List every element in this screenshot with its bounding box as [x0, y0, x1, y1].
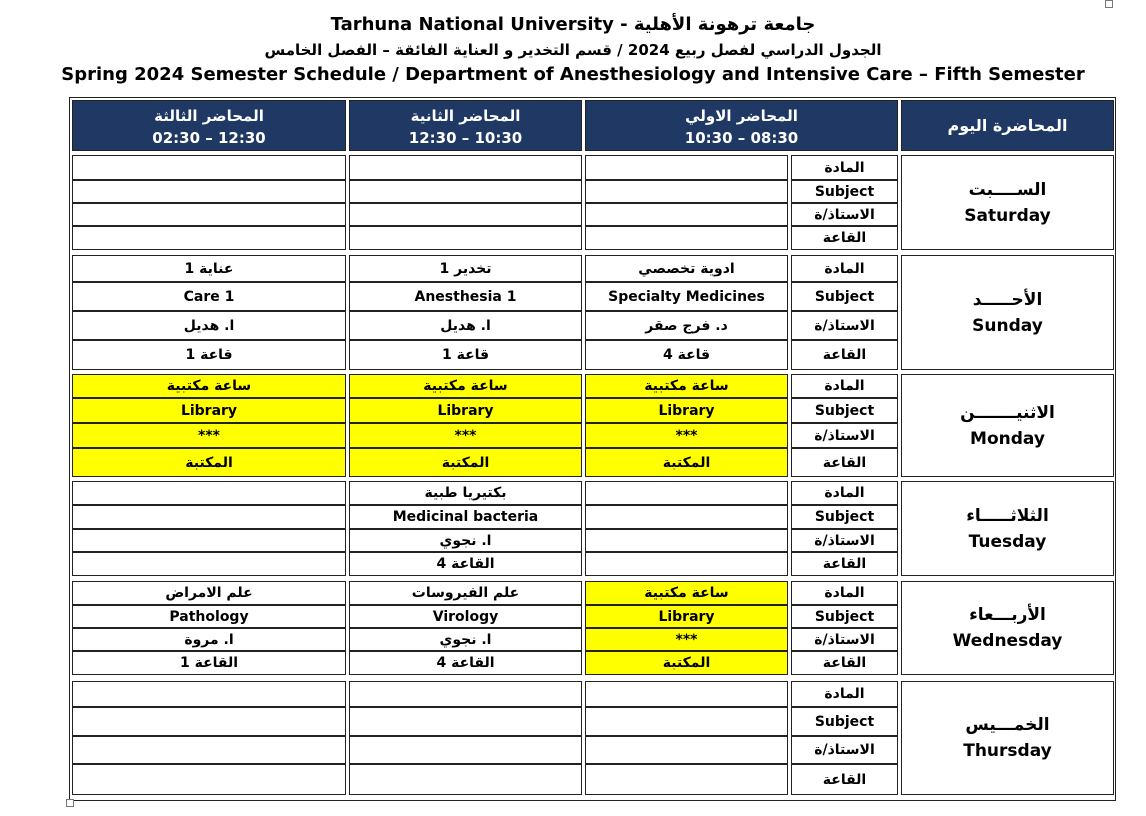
sunday-l3-room[interactable]: قاعة 1	[72, 340, 346, 370]
saturday-l2-subject-ar[interactable]	[349, 155, 582, 180]
monday-l3-subject-en[interactable]: Library	[72, 398, 346, 423]
tuesday-l3-instructor[interactable]	[72, 529, 346, 552]
row-label-subject-ar: المادة	[791, 255, 898, 282]
row-label-room: القاعة	[791, 340, 898, 370]
day-name-english: Saturday	[964, 205, 1051, 226]
day-cell-wednesday	[901, 581, 1114, 675]
row-label-subject-en: Subject	[791, 180, 898, 203]
wednesday-l2-subject-ar[interactable]: علم الفيروسات	[349, 581, 582, 605]
thursday-l1-subject-en[interactable]	[585, 707, 788, 736]
saturday-l2-instructor[interactable]	[349, 203, 582, 226]
tuesday-l2-room[interactable]: القاعة 4	[349, 552, 582, 576]
wednesday-l1-subject-en[interactable]: Library	[585, 605, 788, 628]
thursday-l2-subject-en[interactable]	[349, 707, 582, 736]
day-cell-tuesday	[901, 481, 1114, 576]
row-label-subject-ar: المادة	[791, 581, 898, 605]
header-lecture3	[72, 100, 346, 151]
day-name-english: Sunday	[972, 315, 1043, 336]
row-label-instructor: الاستاذ/ة	[791, 628, 898, 651]
thursday-l1-room[interactable]	[585, 764, 788, 795]
row-label-room: القاعة	[791, 448, 898, 477]
wednesday-l2-room[interactable]: القاعة 4	[349, 651, 582, 675]
tuesday-l2-subject-ar[interactable]: بكتيريا طبية	[349, 481, 582, 505]
tuesday-l1-instructor[interactable]	[585, 529, 788, 552]
row-label-subject-ar: المادة	[791, 374, 898, 398]
row-label-instructor: الاستاذ/ة	[791, 423, 898, 448]
day-cell-sunday	[901, 255, 1114, 370]
wednesday-l3-instructor[interactable]: ا. مروة	[72, 628, 346, 651]
day-name-arabic: الأحـــــد	[972, 289, 1043, 310]
saturday-l2-subject-en[interactable]	[349, 180, 582, 203]
thursday-l1-subject-ar[interactable]	[585, 681, 788, 707]
wednesday-l2-subject-en[interactable]: Virology	[349, 605, 582, 628]
row-label-room: القاعة	[791, 552, 898, 576]
saturday-l3-room[interactable]	[72, 226, 346, 250]
university-title: Tarhuna National University - جامعة ترهونة الأهلية	[330, 14, 816, 35]
wednesday-l2-instructor[interactable]: ا. نجوي	[349, 628, 582, 651]
tuesday-l3-subject-ar[interactable]	[72, 481, 346, 505]
monday-l3-subject-ar[interactable]: ساعة مكتبية	[72, 374, 346, 398]
monday-l2-room[interactable]: المكتبة	[349, 448, 582, 477]
day-cell-thursday	[901, 681, 1114, 795]
day-name-arabic: الســــبت	[968, 179, 1047, 200]
header-lecture1	[585, 100, 898, 151]
sunday-l2-subject-ar[interactable]: تخدير 1	[349, 255, 582, 282]
thursday-l3-subject-ar[interactable]	[72, 681, 346, 707]
row-label-subject-ar: المادة	[791, 681, 898, 707]
day-cell-monday	[901, 374, 1114, 477]
row-label-subject-en: Subject	[791, 605, 898, 628]
tuesday-l3-room[interactable]	[72, 552, 346, 576]
sunday-l2-instructor[interactable]: ا. هديل	[349, 311, 582, 340]
thursday-l3-instructor[interactable]	[72, 736, 346, 764]
wednesday-l3-room[interactable]: القاعة 1	[72, 651, 346, 675]
wednesday-l1-subject-ar[interactable]: ساعة مكتبية	[585, 581, 788, 605]
header-lecture3-name: المحاضر الثالثة	[154, 107, 264, 125]
day-name-english: Tuesday	[968, 531, 1047, 552]
row-label-room: القاعة	[791, 226, 898, 250]
sunday-l1-subject-en[interactable]: Specialty Medicines	[585, 282, 788, 311]
row-label-subject-en: Subject	[791, 505, 898, 529]
tuesday-l2-instructor[interactable]: ا. نجوي	[349, 529, 582, 552]
saturday-l3-instructor[interactable]	[72, 203, 346, 226]
day-name-arabic: الخمـــيس	[965, 715, 1050, 735]
row-label-subject-en: Subject	[791, 282, 898, 311]
row-label-room: القاعة	[791, 764, 898, 795]
table-corner-handle[interactable]	[66, 799, 74, 807]
header-day-column: المحاضرة اليوم	[901, 100, 1114, 151]
sunday-l2-room[interactable]: قاعة 1	[349, 340, 582, 370]
sunday-l3-instructor[interactable]: ا. هديل	[72, 311, 346, 340]
row-label-subject-ar: المادة	[791, 155, 898, 180]
saturday-l3-subject-en[interactable]	[72, 180, 346, 203]
saturday-l2-room[interactable]	[349, 226, 582, 250]
tuesday-l1-subject-en[interactable]	[585, 505, 788, 529]
thursday-l2-instructor[interactable]	[349, 736, 582, 764]
day-name-english: Wednesday	[952, 631, 1063, 651]
day-name-english: Monday	[970, 428, 1045, 449]
thursday-l3-subject-en[interactable]	[72, 707, 346, 736]
saturday-l1-room[interactable]	[585, 226, 788, 250]
sunday-l3-subject-en[interactable]: Care 1	[72, 282, 346, 311]
row-label-subject-en: Subject	[791, 398, 898, 423]
tuesday-l3-subject-en[interactable]	[72, 505, 346, 529]
saturday-l1-subject-ar[interactable]	[585, 155, 788, 180]
table-corner-handle[interactable]	[1105, 0, 1113, 8]
thursday-l1-instructor[interactable]	[585, 736, 788, 764]
tuesday-l1-subject-ar[interactable]	[585, 481, 788, 505]
row-label-subject-ar: المادة	[791, 481, 898, 505]
row-label-instructor: الاستاذ/ة	[791, 311, 898, 340]
header-lecture1-name: المحاضر الاولي	[685, 107, 798, 125]
wednesday-l3-subject-ar[interactable]: علم الامراض	[72, 581, 346, 605]
row-label-room: القاعة	[791, 651, 898, 675]
monday-l1-subject-ar[interactable]: ساعة مكتبية	[585, 374, 788, 398]
monday-l1-room[interactable]: المكتبة	[585, 448, 788, 477]
monday-l1-instructor[interactable]: ***	[585, 423, 788, 448]
thursday-l2-room[interactable]	[349, 764, 582, 795]
day-cell-saturday	[901, 155, 1114, 250]
monday-l2-subject-ar[interactable]: ساعة مكتبية	[349, 374, 582, 398]
monday-l3-instructor[interactable]: ***	[72, 423, 346, 448]
header-lecture2	[349, 100, 582, 151]
header-lecture2-time: 12:30 – 10:30	[408, 129, 523, 147]
arabic-subtitle: الجدول الدراسي لفصل ربيع 2024 / قسم التخدير و العناية الفائقة – الفصل الخامس	[264, 41, 882, 59]
row-label-instructor: الاستاذ/ة	[791, 203, 898, 226]
thursday-l3-room[interactable]	[72, 764, 346, 795]
saturday-l1-instructor[interactable]	[585, 203, 788, 226]
english-subtitle: Spring 2024 Semester Schedule / Department of Anesthesiology and Intensive Care – Fifth Semester	[61, 64, 1085, 85]
row-label-instructor: الاستاذ/ة	[791, 529, 898, 552]
sunday-l1-subject-ar[interactable]: ادوية تخصصي	[585, 255, 788, 282]
day-name-arabic: الاثنيـــــــن	[960, 402, 1055, 423]
day-name-english: Thursday	[963, 741, 1052, 761]
monday-l2-subject-en[interactable]: Library	[349, 398, 582, 423]
wednesday-l1-instructor[interactable]: ***	[585, 628, 788, 651]
header-lecture1-time: 10:30 – 08:30	[684, 129, 799, 147]
wednesday-l1-room[interactable]: المكتبة	[585, 651, 788, 675]
header-lecture3-time: 02:30 – 12:30	[152, 129, 266, 147]
saturday-l3-subject-ar[interactable]	[72, 155, 346, 180]
thursday-l2-subject-ar[interactable]	[349, 681, 582, 707]
monday-l1-subject-en[interactable]: Library	[585, 398, 788, 423]
sunday-l3-subject-ar[interactable]: عناية 1	[72, 255, 346, 282]
sunday-l1-room[interactable]: قاعة 4	[585, 340, 788, 370]
row-label-instructor: الاستاذ/ة	[791, 736, 898, 764]
tuesday-l2-subject-en[interactable]: Medicinal bacteria	[349, 505, 582, 529]
sunday-l2-subject-en[interactable]: Anesthesia 1	[349, 282, 582, 311]
monday-l3-room[interactable]: المكتبة	[72, 448, 346, 477]
header-lecture2-name: المحاضر الثانية	[410, 107, 521, 125]
row-label-subject-en: Subject	[791, 707, 898, 736]
day-name-arabic: الثلاثـــــاء	[966, 505, 1049, 526]
tuesday-l1-room[interactable]	[585, 552, 788, 576]
monday-l2-instructor[interactable]: ***	[349, 423, 582, 448]
day-name-arabic: الأربـــعاء	[969, 605, 1046, 625]
sunday-l1-instructor[interactable]: د. فرج صقر	[585, 311, 788, 340]
saturday-l1-subject-en[interactable]	[585, 180, 788, 203]
wednesday-l3-subject-en[interactable]: Pathology	[72, 605, 346, 628]
document-titles	[0, 12, 1146, 88]
